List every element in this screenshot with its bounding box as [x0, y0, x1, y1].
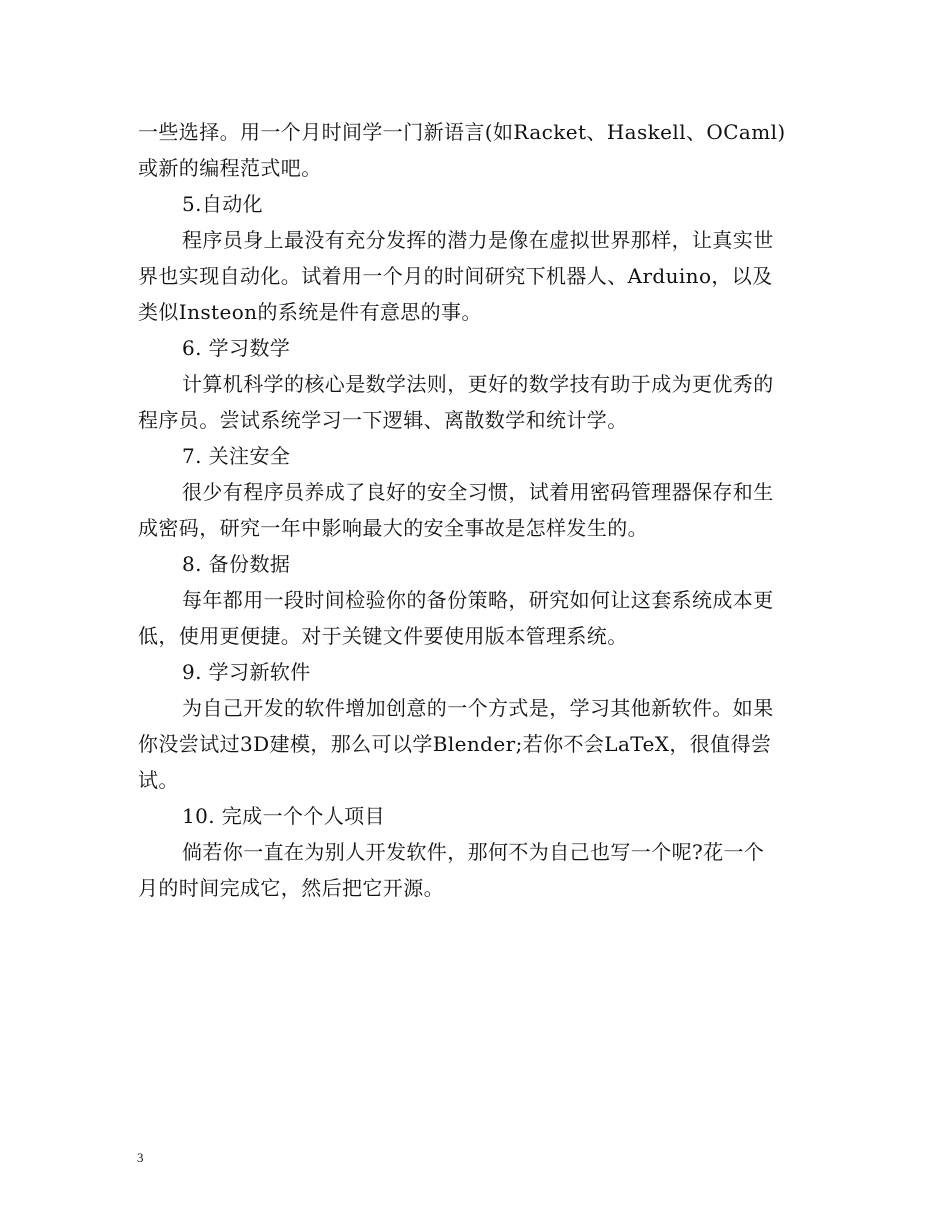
section-heading-new-software: 9. 学习新软件: [182, 660, 311, 684]
paragraph-line: 倘若你一直在为别人开发软件，那何不为自己也写一个呢?花一个: [182, 840, 765, 864]
paragraph-line: 低，使用更便捷。对于关键文件要使用版本管理系统。: [138, 624, 628, 648]
document-body: [138, 114, 814, 906]
paragraph-line: 程序员身上最没有充分发挥的潜力是像在虚拟世界那样，让真实世: [182, 228, 774, 252]
paragraph-continuation-line: 或新的编程范式吧。: [138, 156, 322, 180]
paragraph-line: 很少有程序员养成了良好的安全习惯，试着用密码管理器保存和生: [182, 480, 774, 504]
paragraph-line: 类似Insteon的系统是件有意思的事。: [138, 300, 482, 324]
section-heading-personal-project: 10. 完成一个个人项目: [182, 804, 385, 828]
paragraph-line: 程序员。尝试系统学习一下逻辑、离散数学和统计学。: [138, 408, 628, 432]
page-number: 3: [137, 1150, 144, 1165]
section-heading-security: 7. 关注安全: [182, 444, 291, 468]
section-heading-math: 6. 学习数学: [182, 336, 291, 360]
paragraph-line: 月的时间完成它，然后把它开源。: [138, 876, 444, 900]
paragraph-line: 你没尝试过3D建模，那么可以学Blender;若你不会LaTeX，很值得尝: [138, 732, 772, 756]
paragraph-continuation-line: 一些选择。用一个月时间学一门新语言(如Racket、Haskell、OCaml): [138, 120, 786, 144]
section-heading-backup: 8. 备份数据: [182, 552, 291, 576]
paragraph-line: 试。: [138, 768, 179, 792]
paragraph-line: 计算机科学的核心是数学法则，更好的数学技有助于成为更优秀的: [182, 372, 774, 396]
paragraph-line: 成密码，研究一年中影响最大的安全事故是怎样发生的。: [138, 516, 648, 540]
section-heading-automation: 5.自动化: [182, 192, 264, 216]
paragraph-line: 为自己开发的软件增加创意的一个方式是，学习其他新软件。如果: [182, 696, 774, 720]
paragraph-line: 界也实现自动化。试着用一个月的时间研究下机器人、Arduino，以及: [138, 264, 773, 288]
paragraph-line: 每年都用一段时间检验你的备份策略，研究如何让这套系统成本更: [182, 588, 774, 612]
